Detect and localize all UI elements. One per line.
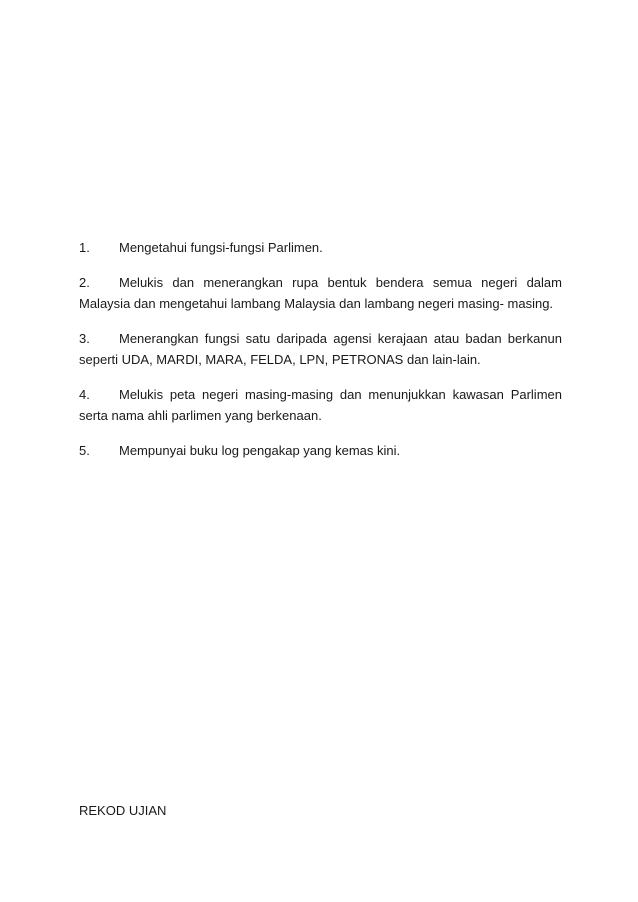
item-number: 2. xyxy=(79,275,90,290)
item-text: Melukis peta negeri masing-masing dan menunjukkan kawasan Parlimen serta nama ahli parlimen yang berkenaan. xyxy=(79,387,562,423)
list-item xyxy=(79,237,562,258)
requirement-list xyxy=(79,237,562,475)
list-item xyxy=(79,440,562,461)
item-text: Melukis dan menerangkan rupa bentuk bendera semua negeri dalam Malaysia dan mengetahui lambang Malaysia dan lambang negeri masing- masing. xyxy=(79,275,562,311)
list-item xyxy=(79,272,562,314)
item-text: Menerangkan fungsi satu daripada agensi kerajaan atau badan berkanun seperti UDA, MARDI, MARA, FELDA, LPN, PETRONAS dan lain-lain. xyxy=(79,331,562,367)
list-item xyxy=(79,328,562,370)
list-item xyxy=(79,384,562,426)
item-text: Mempunyai buku log pengakap yang kemas kini. xyxy=(119,443,401,458)
item-text: Mengetahui fungsi-fungsi Parlimen. xyxy=(119,240,323,255)
section-heading: REKOD UJIAN xyxy=(79,803,167,818)
item-number: 1. xyxy=(79,240,90,255)
item-number: 5. xyxy=(79,443,90,458)
item-number: 4. xyxy=(79,387,90,402)
item-number: 3. xyxy=(79,331,90,346)
